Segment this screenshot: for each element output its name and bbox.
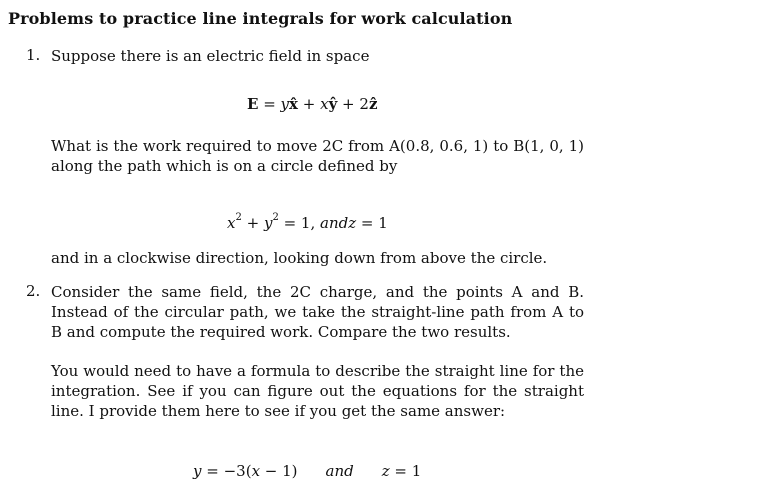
problem-2-number: 2. [26,282,41,300]
line-equation: y = −3(x − 1) and z = 1 [193,462,422,480]
problem-1-intro: Suppose there is an electric field in space [51,47,370,65]
problem-1-question: What is the work required to move 2C from A(0.8, 0.6, 1) to B(1, 0, 1) along the path which is on a circle defined by [51,137,584,175]
problem-2-hint: You would need to have a formula to describe the straight line for the integration. See if you can figure out the equations for the straight line. I provide them here to see if you get the same answer: [51,362,584,420]
problem-1-number: 1. [26,46,41,64]
field-equation: E = yx̂ + xŷ + 2ẑ [247,95,378,113]
circle-equation: $x^2 + y^2 = 1$, andz = 1 [227,212,388,232]
problem-2-text: Consider the same field, the 2C charge, and the points A and B. Instead of the circular path, we take the straight-line path from A to B and compute the required work. Compare the two results. [51,283,584,341]
problem-1-direction: and in a clockwise direction, looking down from above the circle. [51,249,548,267]
document-heading: Problems to practice line integrals for work calculation [8,9,513,28]
